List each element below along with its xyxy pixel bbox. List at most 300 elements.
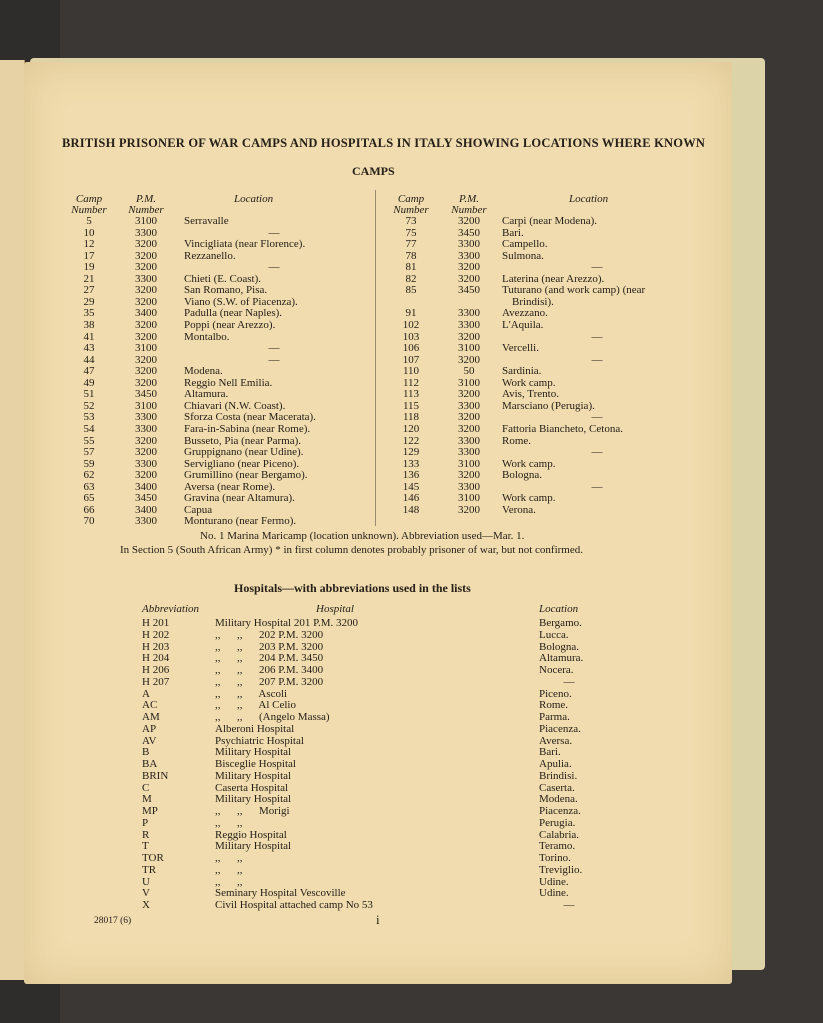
camp-location: — bbox=[268, 342, 280, 355]
pm-number: 3200 bbox=[135, 330, 157, 343]
hospital-location: Altamura. bbox=[539, 652, 584, 665]
camp-location: L'Aquila. bbox=[502, 318, 544, 331]
table-row bbox=[24, 412, 732, 424]
camp-location: Serravalle bbox=[184, 215, 229, 227]
header-abbreviation: Abbreviation bbox=[142, 603, 200, 615]
table-row bbox=[24, 689, 732, 701]
pm-number: 3300 bbox=[458, 249, 480, 262]
pm-number: 3300 bbox=[135, 411, 157, 424]
hospital-name: Military Hospital bbox=[215, 769, 292, 782]
camp-number: 57 bbox=[83, 446, 95, 458]
table-row bbox=[24, 436, 732, 448]
camp-location: Sulmona. bbox=[502, 249, 544, 262]
pm-number: 3200 bbox=[135, 249, 157, 262]
camp-number: 82 bbox=[405, 272, 417, 285]
pm-number: 3200 bbox=[458, 330, 480, 343]
hospital-name: Bisceglie Hospital bbox=[215, 758, 296, 770]
hospital-abbreviation: C bbox=[142, 781, 150, 794]
hospital-name: Military Hospital bbox=[215, 793, 292, 806]
pm-number: 3300 bbox=[458, 307, 480, 320]
pm-number: 3300 bbox=[135, 515, 157, 528]
table-row bbox=[24, 700, 732, 712]
header-hospital: Hospital bbox=[316, 603, 354, 615]
camp-location: Vincigliata (near Florence). bbox=[184, 238, 306, 251]
hospital-abbreviation: H 206 bbox=[142, 664, 170, 676]
camp-number: 62 bbox=[83, 469, 95, 482]
table-row bbox=[24, 677, 732, 689]
hospital-name: ,, ,, 206 P.M. 3400 bbox=[215, 664, 324, 676]
camp-location: Modena. bbox=[184, 365, 223, 378]
table-row bbox=[24, 332, 732, 344]
table-row bbox=[24, 378, 732, 390]
hospital-abbreviation: R bbox=[142, 828, 150, 841]
pm-number: 3200 bbox=[458, 272, 480, 285]
pm-number: 3300 bbox=[458, 238, 480, 251]
camp-number: 107 bbox=[402, 353, 420, 366]
camps-heading: CAMPS bbox=[352, 164, 395, 178]
note-south-african: In Section 5 (South African Army) * in first column denotes probably prisoner of war, but not confirmed. bbox=[120, 544, 583, 556]
pm-number: 3200 bbox=[135, 353, 157, 366]
pm-number: 3300 bbox=[135, 457, 157, 470]
camp-number: 63 bbox=[83, 480, 95, 493]
table-row bbox=[24, 297, 732, 309]
camp-number: 78 bbox=[405, 249, 417, 262]
camp-number: 115 bbox=[402, 399, 420, 412]
hospital-location: — bbox=[563, 675, 575, 688]
camp-number: 47 bbox=[83, 365, 95, 378]
table-row bbox=[24, 320, 732, 332]
camp-location: Sforza Costa (near Macerata). bbox=[184, 411, 316, 424]
hospital-name: Psychiatric Hospital bbox=[215, 734, 304, 747]
camp-location: — bbox=[268, 353, 280, 366]
camp-location: Sardinia. bbox=[502, 365, 542, 378]
hospital-name: ,, ,, bbox=[215, 852, 243, 864]
camp-number: 91 bbox=[405, 307, 417, 320]
table-row bbox=[24, 516, 732, 528]
camp-location: Verona. bbox=[502, 503, 536, 516]
hospital-name: ,, ,, bbox=[215, 875, 243, 888]
camp-number: 112 bbox=[402, 376, 420, 389]
hospital-location: Lucca. bbox=[539, 628, 569, 641]
hospital-abbreviation: TOR bbox=[142, 852, 164, 864]
document-page bbox=[24, 62, 732, 984]
table-row bbox=[24, 865, 732, 877]
hospital-name: ,, ,, Al Celio bbox=[215, 699, 296, 712]
table-row bbox=[24, 216, 732, 228]
hospital-abbreviation: U bbox=[142, 875, 150, 888]
table-row bbox=[24, 771, 732, 783]
camp-location: Rome. bbox=[502, 434, 532, 447]
camp-number: 70 bbox=[83, 515, 95, 528]
camp-number: 133 bbox=[402, 457, 420, 470]
hospital-abbreviation: X bbox=[142, 899, 150, 911]
camp-number: 41 bbox=[83, 330, 95, 343]
table-row bbox=[24, 747, 732, 759]
table-row bbox=[24, 618, 732, 630]
camp-number: 29 bbox=[83, 295, 95, 308]
camp-number: 102 bbox=[402, 318, 420, 331]
hospital-location: Bari. bbox=[539, 746, 561, 759]
table-row bbox=[24, 818, 732, 830]
camp-location: Bari. bbox=[502, 226, 524, 239]
header-camp-number-right: Camp Number bbox=[393, 193, 429, 216]
hospitals-heading: Hospitals—with abbreviations used in the lists bbox=[234, 581, 471, 595]
table-row bbox=[24, 853, 732, 865]
camp-location: — bbox=[591, 480, 603, 493]
table-row bbox=[24, 665, 732, 677]
camp-location: Fara-in-Sabina (near Rome). bbox=[184, 422, 311, 435]
camp-location: Viano (S.W. of Piacenza). bbox=[184, 295, 298, 308]
hospital-abbreviation: AP bbox=[142, 722, 157, 735]
camp-location: Monturano (near Fermo). bbox=[184, 515, 297, 528]
pm-number: 3200 bbox=[458, 388, 480, 401]
pm-number: 3100 bbox=[458, 342, 480, 355]
hospital-location: Modena. bbox=[539, 793, 578, 806]
camp-location: — bbox=[268, 261, 280, 274]
table-row bbox=[24, 794, 732, 806]
hospital-location: Brindisi. bbox=[539, 769, 578, 782]
table-row bbox=[24, 251, 732, 263]
pm-number: 3450 bbox=[135, 492, 157, 505]
camp-location: Vercelli. bbox=[502, 342, 539, 355]
book-spine-edge bbox=[0, 60, 25, 980]
pm-number: 3400 bbox=[135, 503, 157, 516]
camp-number: 55 bbox=[83, 434, 95, 447]
camp-number: 110 bbox=[402, 365, 420, 378]
table-row bbox=[24, 830, 732, 842]
hospital-abbreviation: B bbox=[142, 746, 150, 759]
table-row bbox=[24, 642, 732, 654]
camp-location: Capua bbox=[184, 503, 213, 516]
hospital-abbreviation: H 202 bbox=[142, 628, 170, 641]
hospital-abbreviation: P bbox=[142, 816, 149, 829]
pm-number: 3100 bbox=[135, 215, 157, 227]
pm-number: 3200 bbox=[458, 422, 480, 435]
table-row bbox=[24, 239, 732, 251]
camp-location: San Romano, Pisa. bbox=[184, 284, 268, 297]
camp-number: 146 bbox=[402, 492, 420, 505]
table-row bbox=[24, 841, 732, 853]
hospital-abbreviation: H 201 bbox=[142, 617, 170, 629]
camp-number: 5 bbox=[86, 215, 92, 227]
camp-location: Carpi (near Modena). bbox=[502, 215, 597, 227]
table-row bbox=[24, 482, 732, 494]
camp-number: 145 bbox=[402, 480, 420, 493]
hospital-location: Calabria. bbox=[539, 828, 580, 841]
pm-number: 3100 bbox=[135, 399, 157, 412]
pm-number: 3300 bbox=[458, 480, 480, 493]
camp-number: 75 bbox=[405, 226, 417, 239]
camp-location: Laterina (near Arezzo). bbox=[502, 272, 605, 285]
camp-number: 81 bbox=[405, 261, 417, 274]
camp-location: Campello. bbox=[502, 238, 548, 251]
hospital-location: Piacenza. bbox=[539, 722, 581, 735]
hospital-name: ,, ,, (Angelo Massa) bbox=[215, 711, 330, 723]
table-row bbox=[24, 447, 732, 459]
pm-number: 50 bbox=[463, 365, 475, 378]
note-marina: No. 1 Marina Maricamp (location unknown). Abbreviation used—Mar. 1. bbox=[200, 530, 525, 542]
camp-location: Avis, Trento. bbox=[502, 388, 559, 401]
hospital-name: Caserta Hospital bbox=[215, 781, 289, 794]
pm-number: 3300 bbox=[135, 422, 157, 435]
pm-number: 3300 bbox=[458, 399, 480, 412]
hospital-abbreviation: MP bbox=[142, 805, 158, 817]
hospital-name: ,, ,, bbox=[215, 816, 243, 829]
camp-location: — bbox=[591, 446, 603, 458]
table-row bbox=[24, 783, 732, 795]
page-number: i bbox=[376, 912, 380, 927]
hospital-location: Rome. bbox=[539, 699, 569, 712]
table-row bbox=[24, 724, 732, 736]
pm-number: 3200 bbox=[458, 215, 480, 227]
hospital-name: Seminary Hospital Vescoville bbox=[215, 887, 346, 900]
hospital-location: Udine. bbox=[539, 875, 569, 888]
camp-number: 10 bbox=[83, 226, 95, 239]
pm-number: 3200 bbox=[458, 469, 480, 482]
camp-number: 77 bbox=[405, 238, 417, 251]
pm-number: 3100 bbox=[458, 376, 480, 389]
hospital-location: Torino. bbox=[539, 852, 571, 864]
hospital-name: ,, ,, 204 P.M. 3450 bbox=[215, 652, 324, 665]
pm-number: 3200 bbox=[135, 318, 157, 331]
hospital-abbreviation: V bbox=[142, 887, 150, 900]
camp-location: Bologna. bbox=[502, 469, 543, 482]
camp-number: 17 bbox=[83, 249, 95, 262]
header-location-right: Location bbox=[569, 193, 609, 205]
hospital-name: ,, ,, 207 P.M. 3200 bbox=[215, 675, 324, 688]
pm-number: 3100 bbox=[458, 457, 480, 470]
pm-number: 3200 bbox=[135, 284, 157, 297]
camp-number: 129 bbox=[402, 446, 420, 458]
camp-number: 44 bbox=[83, 353, 95, 366]
camp-number: 21 bbox=[83, 272, 95, 285]
camp-number: 43 bbox=[83, 342, 95, 355]
camp-number: 122 bbox=[402, 434, 420, 447]
hospital-abbreviation: T bbox=[142, 840, 149, 853]
table-row bbox=[24, 712, 732, 724]
camp-number: 35 bbox=[83, 307, 95, 320]
camp-number: 136 bbox=[402, 469, 420, 482]
hospital-name: Military Hospital bbox=[215, 840, 292, 853]
header-pm-number-right: P.M. Number bbox=[451, 193, 487, 216]
pm-number: 3300 bbox=[458, 318, 480, 331]
camp-number: 53 bbox=[83, 411, 95, 424]
hospital-name: ,, ,, Morigi bbox=[215, 805, 290, 817]
hospital-name: ,, ,, bbox=[215, 863, 243, 876]
pm-number: 3200 bbox=[458, 411, 480, 424]
hospital-location: Udine. bbox=[539, 887, 569, 900]
table-row bbox=[24, 228, 732, 240]
hospital-abbreviation: AV bbox=[142, 734, 157, 747]
camp-number: 49 bbox=[83, 376, 95, 389]
table-row bbox=[24, 262, 732, 274]
camp-location: Tuturano (and work camp) (near bbox=[502, 284, 646, 297]
hospital-abbreviation: H 207 bbox=[142, 675, 170, 688]
camp-location: — bbox=[591, 330, 603, 343]
pm-number: 3200 bbox=[458, 503, 480, 516]
hospital-name: Civil Hospital attached camp No 53 bbox=[215, 899, 373, 911]
pm-number: 3400 bbox=[135, 307, 157, 320]
table-row bbox=[24, 900, 732, 912]
hospital-location: Treviglio. bbox=[539, 863, 583, 876]
camp-number: 106 bbox=[402, 342, 420, 355]
table-row bbox=[24, 888, 732, 900]
pm-number: 3300 bbox=[135, 226, 157, 239]
pm-number: 3200 bbox=[135, 446, 157, 458]
table-row bbox=[24, 759, 732, 771]
camp-number: 19 bbox=[83, 261, 95, 274]
pm-number: 3200 bbox=[458, 353, 480, 366]
hospital-abbreviation: BRIN bbox=[142, 769, 169, 782]
header-location-left: Location bbox=[234, 193, 274, 205]
hospital-location: Teramo. bbox=[539, 840, 576, 853]
hospital-abbreviation: H 203 bbox=[142, 640, 170, 653]
table-row bbox=[24, 505, 732, 517]
pm-number: 3200 bbox=[135, 238, 157, 251]
camp-location: — bbox=[591, 261, 603, 274]
hospital-location: Piceno. bbox=[539, 687, 572, 700]
table-row bbox=[24, 343, 732, 355]
camp-location: Work camp. bbox=[502, 376, 556, 389]
hospital-location: Aversa. bbox=[539, 734, 573, 747]
pm-number: 3200 bbox=[135, 261, 157, 274]
camp-location: Rezzanello. bbox=[184, 249, 236, 262]
camp-number: 118 bbox=[402, 411, 420, 424]
hospital-name: ,, ,, 202 P.M. 3200 bbox=[215, 628, 324, 641]
camp-location: Montalbo. bbox=[184, 330, 230, 343]
camp-location: Marsciano (Perugia). bbox=[502, 399, 595, 412]
camp-number: 52 bbox=[83, 399, 95, 412]
camp-number: 27 bbox=[83, 284, 95, 297]
table-row bbox=[24, 877, 732, 889]
hospital-location: — bbox=[563, 899, 575, 911]
table-row bbox=[24, 366, 732, 378]
camp-location: Aversa (near Rome). bbox=[184, 480, 276, 493]
camp-location: — bbox=[591, 353, 603, 366]
hospital-abbreviation: A bbox=[142, 687, 150, 700]
camp-location: Reggio Nell Emilia. bbox=[184, 376, 273, 389]
pm-number: 3450 bbox=[458, 284, 480, 297]
pm-number: 3200 bbox=[135, 376, 157, 389]
camp-location: — bbox=[591, 411, 603, 424]
camp-number: 120 bbox=[402, 422, 420, 435]
camp-number: 59 bbox=[83, 457, 95, 470]
pm-number: 3300 bbox=[135, 272, 157, 285]
pm-number: 3200 bbox=[135, 365, 157, 378]
table-row bbox=[24, 424, 732, 436]
pm-number: 3450 bbox=[458, 226, 480, 239]
pm-number: 3200 bbox=[135, 295, 157, 308]
pm-number: 3100 bbox=[135, 342, 157, 355]
hospital-name: Military Hospital bbox=[215, 746, 292, 759]
camp-location: — bbox=[268, 226, 280, 239]
footer-code: 28017 (6) bbox=[94, 916, 132, 926]
table-row bbox=[24, 806, 732, 818]
camp-location: Work camp. bbox=[502, 492, 556, 505]
camp-number: 66 bbox=[83, 503, 95, 516]
camp-number: 51 bbox=[83, 388, 95, 401]
camp-number: 148 bbox=[402, 503, 420, 516]
pm-number: 3200 bbox=[135, 434, 157, 447]
camp-number: 73 bbox=[405, 215, 417, 227]
table-row bbox=[24, 285, 732, 297]
table-row bbox=[24, 630, 732, 642]
camp-number: 65 bbox=[83, 492, 95, 505]
hospital-location: Bergamo. bbox=[539, 617, 582, 629]
camp-number: 113 bbox=[402, 388, 420, 401]
camp-location: Gruppignano (near Udine). bbox=[184, 446, 304, 458]
hospital-name: ,, ,, Ascoli bbox=[215, 687, 288, 700]
camp-location: Brindisi). bbox=[512, 295, 554, 308]
table-row bbox=[24, 401, 732, 413]
camp-location: Chieti (E. Coast). bbox=[184, 272, 261, 285]
header-pm-number-left: P.M. Number bbox=[128, 193, 164, 216]
camp-number: 38 bbox=[83, 318, 95, 331]
camp-location: Gravina (near Altamura). bbox=[184, 492, 295, 505]
hospital-abbreviation: BA bbox=[142, 758, 158, 770]
hospital-abbreviation: AM bbox=[142, 711, 160, 723]
hospital-name: ,, ,, 203 P.M. 3200 bbox=[215, 640, 324, 653]
camp-location: Servigliano (near Piceno). bbox=[184, 457, 300, 470]
hospital-location: Piacenza. bbox=[539, 805, 581, 817]
pm-number: 3400 bbox=[135, 480, 157, 493]
camp-location: Padulla (near Naples). bbox=[184, 307, 283, 320]
pm-number: 3450 bbox=[135, 388, 157, 401]
hospital-location: Bologna. bbox=[539, 640, 580, 653]
pm-number: 3300 bbox=[458, 434, 480, 447]
hospital-location: Parma. bbox=[539, 711, 570, 723]
hospital-abbreviation: TR bbox=[142, 863, 157, 876]
table-row bbox=[24, 389, 732, 401]
table-row bbox=[24, 308, 732, 320]
hospital-location: Perugia. bbox=[539, 816, 576, 829]
table-row bbox=[24, 493, 732, 505]
table-row bbox=[24, 470, 732, 482]
hospital-name: Reggio Hospital bbox=[215, 828, 287, 841]
camp-location: Busseto, Pia (near Parma). bbox=[184, 434, 301, 447]
camp-location: Grumillino (near Bergamo). bbox=[184, 469, 308, 482]
pm-number: 3200 bbox=[458, 261, 480, 274]
camp-number: 54 bbox=[83, 422, 95, 435]
table-row bbox=[24, 653, 732, 665]
pm-number: 3100 bbox=[458, 492, 480, 505]
pm-number: 3300 bbox=[458, 446, 480, 458]
hospital-location: Apulia. bbox=[539, 758, 572, 770]
camp-number: 85 bbox=[405, 284, 417, 297]
camp-number: 103 bbox=[402, 330, 420, 343]
hospital-name: Military Hospital 201 P.M. 3200 bbox=[215, 617, 359, 629]
page-title: BRITISH PRISONER OF WAR CAMPS AND HOSPITALS IN ITALY SHOWING LOCATIONS WHERE KNOWN bbox=[62, 136, 706, 150]
hospital-location: Nocera. bbox=[539, 664, 574, 676]
hospital-abbreviation: AC bbox=[142, 699, 158, 712]
table-row bbox=[24, 459, 732, 471]
camp-number: 12 bbox=[83, 238, 95, 251]
camp-location: Altamura. bbox=[184, 388, 229, 401]
pm-number: 3200 bbox=[135, 469, 157, 482]
hospital-abbreviation: H 204 bbox=[142, 652, 170, 665]
table-row bbox=[24, 355, 732, 367]
header-location: Location bbox=[539, 603, 579, 615]
header-camp-number-left: Camp Number bbox=[71, 193, 107, 216]
hospital-name: Alberoni Hospital bbox=[215, 722, 295, 735]
hospital-abbreviation: M bbox=[142, 793, 152, 806]
hospital-location: Caserta. bbox=[539, 781, 575, 794]
camp-location: Avezzano. bbox=[502, 307, 548, 320]
camp-location: Work camp. bbox=[502, 457, 556, 470]
camp-location: Poppi (near Arezzo). bbox=[184, 318, 276, 331]
table-row bbox=[24, 736, 732, 748]
camp-location: Fattoria Biancheto, Cetona. bbox=[502, 422, 623, 435]
